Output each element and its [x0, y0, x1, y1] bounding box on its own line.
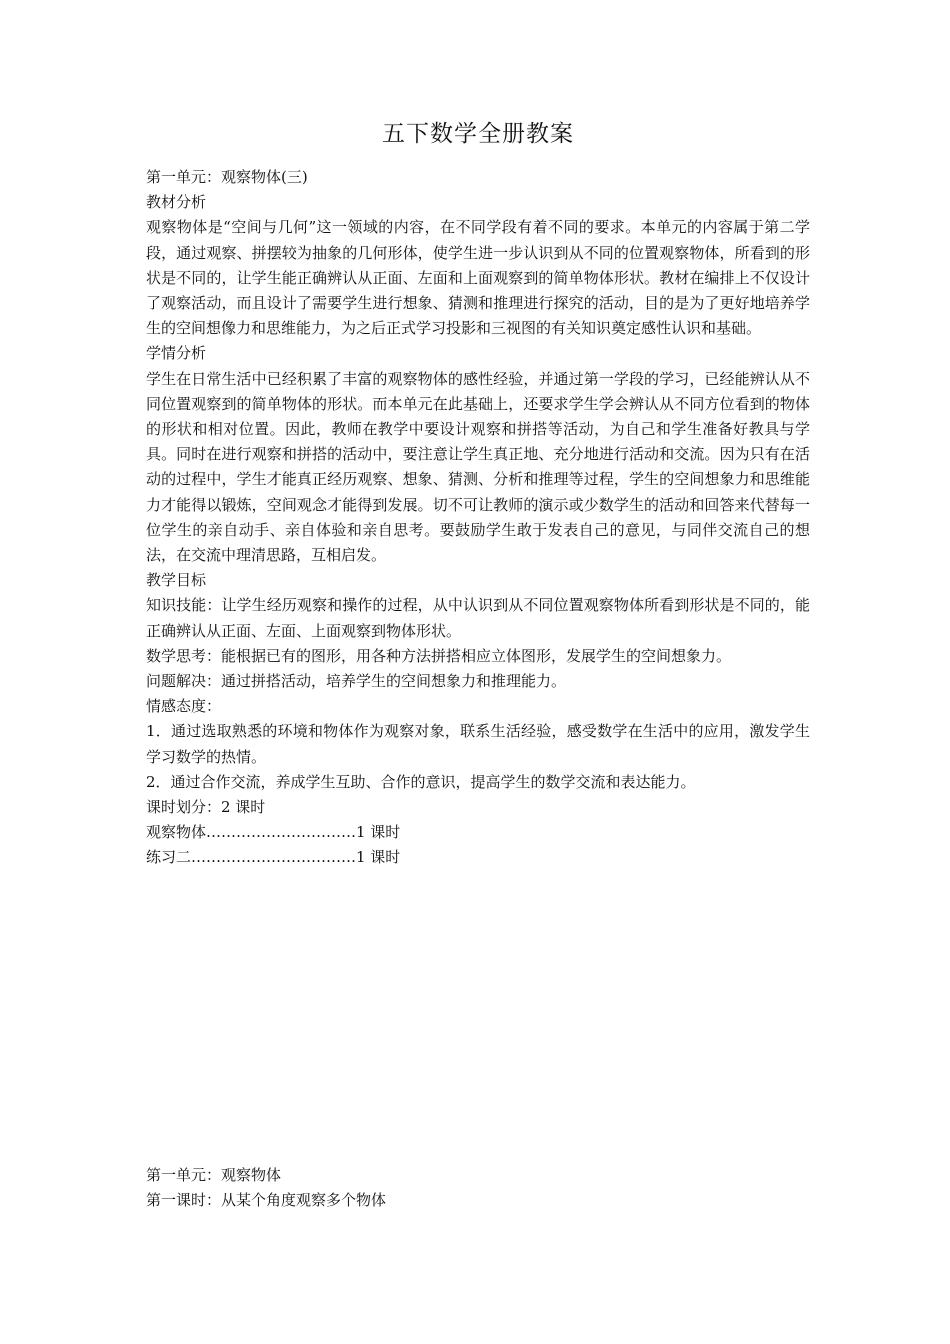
goal-attitude: 情感态度： [146, 697, 222, 716]
schedule-item-2: 练习二……………………………1 课时 [146, 848, 401, 867]
goal-thinking: 数学思考：能根据已有的图形，用各种方法拼搭相应立体图形，发展学生的空间想象力。 [146, 646, 732, 665]
student-heading: 学情分析 [146, 344, 207, 363]
footer-lesson-heading: 第一课时：从某个角度观察多个物体 [146, 1191, 387, 1210]
document-body [146, 165, 810, 871]
schedule-item-1: 观察物体…………………………1 课时 [146, 823, 401, 842]
attitude-item-2: 2．通过合作交流，养成学生互助、合作的意识，提高学生的数学交流和表达能力。 [146, 772, 696, 791]
student-paragraph: 学生在日常生活中已经积累了丰富的观察物体的感性经验，并通过第一学段的学习，已经能辨认从不同位置观察到的简单物体的形状。而本单元在此基础上，还要求学生学会辨认从不同方位看到的物体的形状和相对位置。因此，教师在教学中要设计观察和拼搭等活动，为自己和学生准备好教具与学具。同时在进行观察和拼搭的活动中，要注意让学生真正地、充分地进行活动和交流。因为只有在活动的过程中，学生才能真正经历观察、想象、猜测、分析和推理等过程，学生的空间想象力和思维能力才能得以锻炼，空间观念才能得到发展。切不可让教师的演示或少数学生的活动和回答来代替每一位学生的亲自动手、亲自体验和亲自思考。要鼓励学生敢于发表自己的意见，与同伴交流自己的想法，在交流中理清思路，互相启发。 [146, 369, 810, 565]
unit-heading: 第一单元：观察物体(三) [146, 168, 308, 186]
material-paragraph: 观察物体是“空间与几何”这一领域的内容，在不同学段有着不同的要求。本单元的内容属于第二学段，通过观察、拼摆较为抽象的几何形体，使学生进一步认识到从不同的位置观察物体，所看到的形状是不同的，让学生能正确辨认从正面、左面和上面观察到的简单物体形状。教材在编排上不仅设计了观察活动，而且设计了需要学生进行想象、猜测和推理进行探究的活动，目的是为了更好地培养学生的空间想像力和思维能力，为之后正式学习投影和三视图的有关知识奠定感性认识和基础。 [146, 218, 810, 338]
footer-unit-heading: 第一单元：观察物体 [146, 1166, 282, 1184]
hours-line: 课时划分：2 课时 [146, 798, 266, 817]
document-title: 五下数学全册教案 [382, 121, 574, 147]
material-heading: 教材分析 [146, 193, 207, 212]
goals-heading: 教学目标 [146, 571, 207, 590]
goal-problem: 问题解决：通过拼搭活动，培养学生的空间想象力和推理能力。 [146, 672, 567, 691]
next-section [146, 1163, 810, 1213]
attitude-item-1: 1．通过选取熟悉的环境和物体作为观察对象，联系生活经验，感受数学在生活中的应用，激发学生学习数学的热情。 [146, 722, 810, 766]
goal-knowledge: 知识技能：让学生经历观察和操作的过程，从中认识到从不同位置观察物体所看到形状是不同的，能正确辨认从正面、左面、上面观察到物体形状。 [146, 596, 810, 640]
